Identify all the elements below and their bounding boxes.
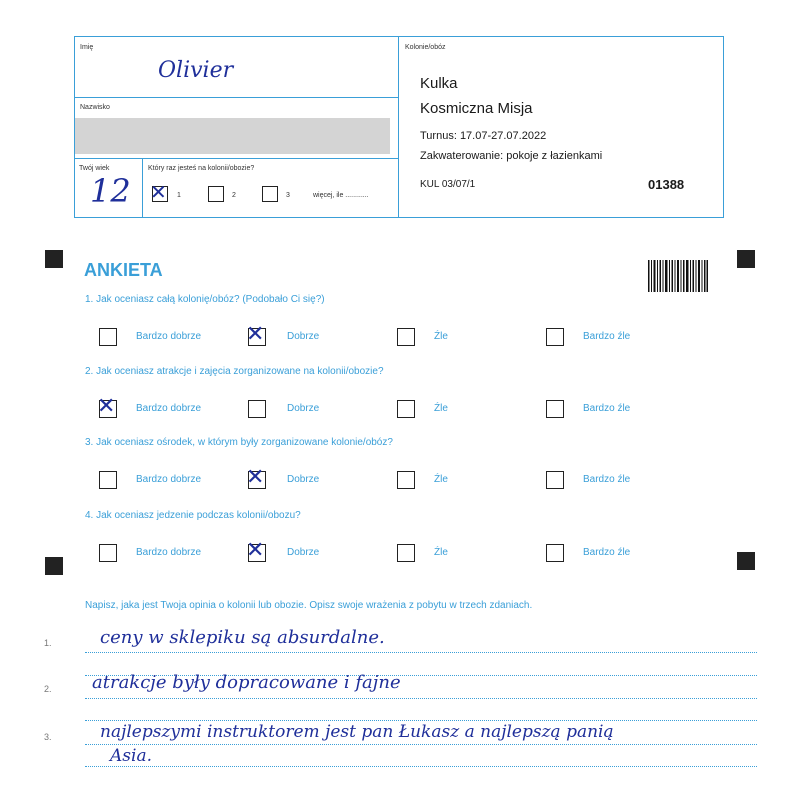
check-mark-icon: ✕	[246, 465, 265, 490]
question-4-option-checkbox[interactable]	[546, 544, 564, 562]
barcode-icon	[648, 260, 708, 292]
question-4-option-checkbox[interactable]	[397, 544, 415, 562]
answer-line	[85, 744, 757, 745]
question-2-option-checkbox[interactable]	[97, 394, 117, 419]
question-4-option-label: Bardzo źle	[583, 547, 631, 558]
answer-line	[85, 766, 757, 767]
line-number-3: 3.	[44, 732, 52, 742]
question-3-text: 3. Jak oceniasz ośrodek, w którym były zorganizowane kolonie/obóz?	[85, 437, 393, 448]
opinion-prompt: Napisz, jaka jest Twoja opinia o kolonii lub obozie. Opisz swoje wrażenia z pobytu w trzech zdaniach.	[85, 600, 533, 611]
question-2-option-checkbox[interactable]	[397, 400, 415, 418]
question-4-option-label: Bardzo dobrze	[136, 547, 202, 558]
wiek-label: Twój wiek	[79, 165, 110, 172]
question-4-option-checkbox[interactable]	[246, 538, 266, 563]
question-3-option-label: Dobrze	[287, 474, 320, 485]
question-4-option-label: Źle	[434, 547, 448, 558]
check-mark-icon: ✕	[246, 538, 265, 563]
question-2-option-label: Bardzo dobrze	[136, 403, 202, 414]
question-3-option-label: Źle	[434, 474, 448, 485]
kolonie-label: Kolonie/obóz	[405, 44, 446, 51]
line-number-1: 1.	[44, 638, 52, 648]
question-3-option-label: Bardzo dobrze	[136, 474, 202, 485]
check-mark-icon: ✕	[150, 180, 167, 204]
wiecej-label: więcej, ile ............	[313, 192, 369, 199]
question-3-option-checkbox[interactable]	[246, 465, 266, 490]
answer-3[interactable]: najlepszymi instruktorem jest pan Łukasz a najlepszą panią	[100, 722, 614, 742]
survey-title: ANKIETA	[84, 260, 163, 280]
answer-line	[85, 720, 757, 721]
visit-2-checkbox[interactable]	[208, 186, 224, 202]
row-divider-2	[74, 158, 399, 159]
imie-label: Imię	[80, 44, 94, 51]
visit-2-label: 2	[232, 192, 236, 199]
line-number-2: 2.	[44, 684, 52, 694]
visit-3-label: 3	[286, 192, 290, 199]
redacted-surname	[75, 118, 390, 154]
question-1-option-label: Bardzo dobrze	[136, 331, 202, 342]
question-1-option-label: Bardzo źle	[583, 331, 631, 342]
check-mark-icon: ✕	[97, 394, 116, 419]
answer-2[interactable]: atrakcje były dopracowane i fajne	[92, 672, 401, 693]
camp-name-1: Kulka	[420, 75, 458, 92]
question-1-option-checkbox[interactable]	[397, 328, 415, 346]
question-1-option-checkbox[interactable]	[99, 328, 117, 346]
registration-mark-br	[737, 552, 755, 570]
question-4-option-label: Dobrze	[287, 547, 320, 558]
question-1-text: 1. Jak oceniasz całą kolonię/obóz? (Podobało Ci się?)	[85, 294, 325, 305]
question-3-option-checkbox[interactable]	[397, 471, 415, 489]
question-2-option-checkbox[interactable]	[248, 400, 266, 418]
question-2-option-checkbox[interactable]	[546, 400, 564, 418]
nazwisko-label: Nazwisko	[80, 104, 110, 111]
question-3-option-checkbox[interactable]	[546, 471, 564, 489]
question-3-option-label: Bardzo źle	[583, 474, 631, 485]
question-2-text: 2. Jak oceniasz atrakcje i zajęcia zorganizowane na kolonii/obozie?	[85, 366, 384, 377]
question-3-option-checkbox[interactable]	[99, 471, 117, 489]
question-1-option-label: Źle	[434, 331, 448, 342]
registration-mark-tl	[45, 250, 63, 268]
question-1-option-checkbox[interactable]	[246, 322, 266, 347]
question-4-text: 4. Jak oceniasz jedzenie podczas kolonii/obozu?	[85, 510, 301, 521]
check-mark-icon: ✕	[246, 322, 265, 347]
visit-1-checkbox[interactable]	[150, 180, 168, 204]
registration-mark-tr	[737, 250, 755, 268]
visit-3-checkbox[interactable]	[262, 186, 278, 202]
question-1-option-label: Dobrze	[287, 331, 320, 342]
question-2-option-label: Źle	[434, 403, 448, 414]
header-divider	[398, 36, 399, 217]
turnus-text: Turnus: 17.07-27.07.2022	[420, 130, 547, 142]
answer-line	[85, 698, 757, 699]
registration-mark-bl	[45, 557, 63, 575]
row-divider-1	[74, 97, 399, 98]
imie-value[interactable]: Olivier	[158, 58, 234, 83]
form-number: 01388	[648, 177, 685, 192]
camp-name-2: Kosmiczna Misja	[420, 100, 533, 117]
question-2-option-label: Dobrze	[287, 403, 320, 414]
zakwaterowanie-text: Zakwaterowanie: pokoje z łazienkami	[420, 150, 603, 162]
answer-line	[85, 652, 757, 653]
answer-3-cont[interactable]: Asia.	[110, 746, 152, 766]
camp-code: KUL 03/07/1	[420, 179, 476, 190]
ktory-raz-label: Który raz jesteś na kolonii/obozie?	[148, 165, 255, 172]
question-1-option-checkbox[interactable]	[546, 328, 564, 346]
question-2-option-label: Bardzo źle	[583, 403, 631, 414]
wiek-value[interactable]: 12	[90, 172, 131, 210]
question-4-option-checkbox[interactable]	[99, 544, 117, 562]
age-divider	[142, 158, 143, 217]
answer-1[interactable]: ceny w sklepiku są absurdalne.	[100, 627, 385, 648]
visit-1-label: 1	[177, 192, 181, 199]
